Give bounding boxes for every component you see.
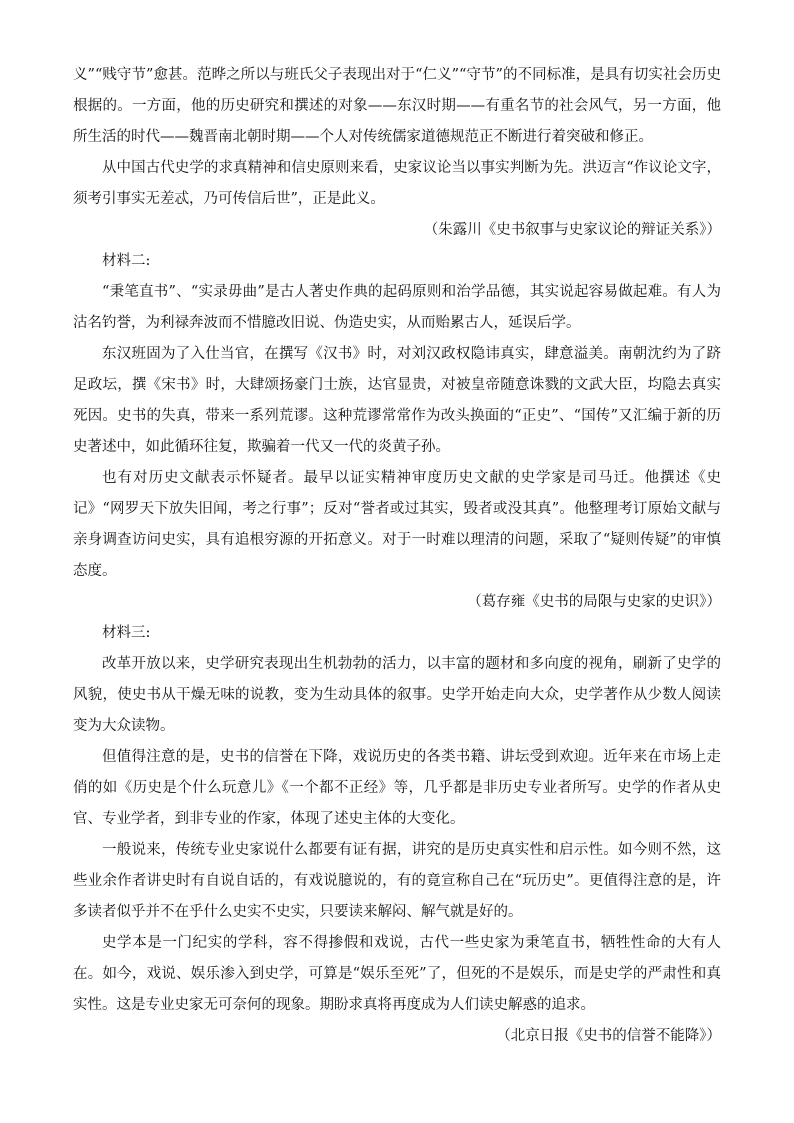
material3-paragraph-2: 但值得注意的是，史书的信誉在下降，戏说历史的各类书籍、讲坛受到欢迎。近年来在市场上走俏的如《历史是个什么玩意儿》《一个都不正经》等，几乎都是非历史专业者所写。史学的作者从史官、专业学者，到非专业的作家，体现了述史主体的大变化。: [73, 749, 721, 827]
material2-label: 材料二:: [102, 253, 151, 269]
material3-label: 材料三:: [102, 625, 151, 641]
material2-paragraph-2: 东汉班固为了入仕当官，在撰写《汉书》时，对刘汉政权隐讳真实，肆意溢美。南朝沈约为了跻足政坛，撰《宋书》时，大肆颂扬豪门士族，达官显贵，对被皇帝随意诛戮的文武大臣，均隐去真实死因。史书的失真，带来一系列荒谬。这种荒谬常常作为改头换面的“正史”、“国传”又汇编于新的历史著述中，如此循环往复，欺骗着一代又一代的炎黄子孙。: [73, 346, 721, 455]
material2-paragraph-1: “秉笔直书”、“实录毋曲”是古人著史作典的起码原则和治学品德，其实说起容易做起难。有人为沽名钓誉，为利禄奔波而不惜臆改旧说、伪造史实，从而贻累古人，延误后学。: [73, 284, 721, 331]
material3-paragraph-1: 改革开放以来，史学研究表现出生机勃勃的活力，以丰富的题材和多向度的视角，刷新了史学的风貌，使史书从干燥无味的说教，变为生动具体的叙事。史学开始走向大众，史学著作从少数人阅读变为大众读物。: [73, 656, 721, 734]
document-page: [73, 60, 721, 1052]
material3-paragraph-3: 一般说来，传统专业史家说什么都要有证有据，讲究的是历史真实性和启示性。如今则不然，这些业余作者讲史时有自说自话的，有戏说臆说的，有的竟宣称自己在“玩历史”。更值得注意的是，许多读者似乎并不在乎什么史实不史实，只要读来解闷、解气就是好的。: [73, 842, 721, 920]
material3-paragraph-4: 史学本是一门纪实的学科，容不得掺假和戏说，古代一些史家为秉笔直书，牺牲性命的大有人在。如今，戏说、娱乐渗入到史学，可算是“娱乐至死”了，但死的不是娱乐，而是史学的严肃性和真实性。这是专业史家无可奈何的现象。期盼求真将再度成为人们读史解惑的追求。: [73, 935, 721, 1013]
material1-source: （朱露川《史书叙事与史家议论的辩证关系》）: [423, 222, 721, 238]
material3-source: （北京日报《史书的信誉不能降》）: [496, 1028, 721, 1044]
material2-paragraph-3: 也有对历史文献表示怀疑者。最早以证实精神审度历史文献的史学家是司马迁。他撰述《史记》“网罗天下放失旧闻，考之行事”；反对“誉者或过其实，毁者或没其真”。他整理考订原始文献与亲身调查访问史实，具有追根穷源的开拓意义。对于一时难以理清的问题，采取了“疑则传疑”的审慎态度。: [73, 470, 721, 579]
material1-paragraph-1: 义”“贱守节”愈甚。范晔之所以与班氏父子表现出对于“仁义”“守节”的不同标准，是具有切实社会历史根据的。一方面，他的历史研究和撰述的对象——东汉时期——有重名节的社会风气，另一方面，他所生活的时代——魏晋南北朝时期——个人对传统儒家道德规范正不断进行着突破和修正。: [73, 67, 721, 145]
material2-source: （葛存雍《史书的局限与史家的史识》）: [467, 594, 721, 610]
material1-paragraph-2: 从中国古代史学的求真精神和信史原则来看，史家议论当以事实判断为先。洪迈言“作议论文字，须考引事实无差忒，乃可传信后世”，正是此义。: [73, 160, 721, 207]
